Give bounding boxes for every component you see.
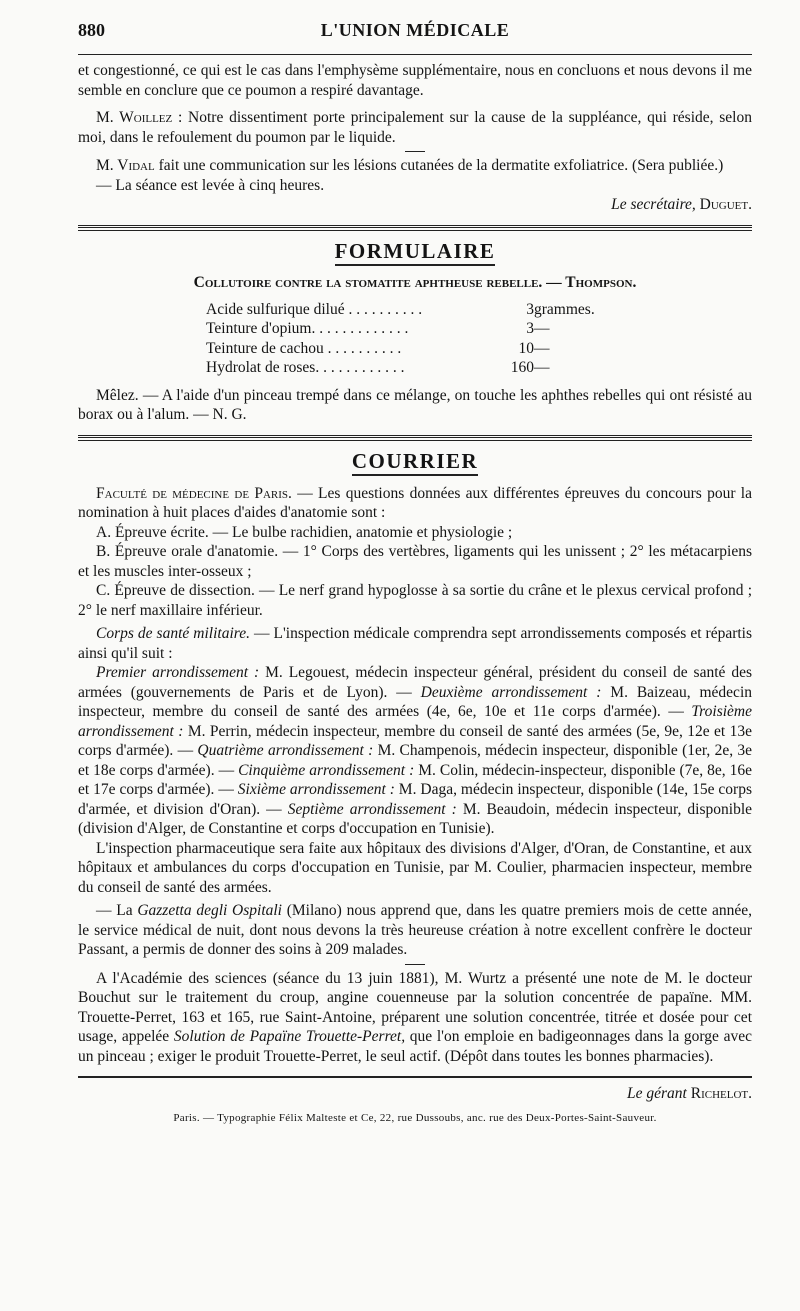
formulaire-heading: FORMULAIRE bbox=[78, 239, 752, 264]
session-paragraph-1: et congestionné, ce qui est le cas dans l'emphysème supplémentaire, nous en concluons et nous devons il me semble en conclure que ce poumon a respiré davantage. bbox=[78, 62, 752, 99]
session-closing: — La séance est levée à cinq heures. bbox=[96, 176, 325, 194]
recipe-row: Teinture d'opium. . . . . . . . . . . . . 3 — bbox=[206, 320, 550, 337]
session-paragraph-3 bbox=[78, 156, 752, 176]
faculte-head: Faculté de médecine de Paris. bbox=[96, 484, 292, 502]
signature-role: Le secrétaire, bbox=[611, 196, 696, 213]
printer-imprint: Paris. — Typographie Félix Malteste et Ce, 22, rue Dussoubs, anc. rue des Deux-Portes-Saint-Sauveur. bbox=[173, 1111, 657, 1124]
corps-sante-paragraph: Corps de santé militaire. — L'inspection médicale comprendra sept arrondissements composés et répartis ainsi qu'il suit : bbox=[78, 625, 753, 662]
signature-name: Duguet. bbox=[699, 196, 752, 213]
courrier-heading: COURRIER bbox=[78, 449, 752, 474]
pharmaceutique-paragraph: L'inspection pharmaceutique sera faite aux hôpitaux des divisions d'Alger, d'Oran, de Constantine, et aux hôpitaux et ambulances du corps d'occupation en Tunisie, par M. Coulier, pharmacien inspecteur, membre du conseil de santé des armées. bbox=[78, 839, 752, 896]
recipe-row: Acide sulfurique dilué . . . . . . . . . . 3 grammes. bbox=[206, 300, 595, 318]
footer-rule bbox=[78, 1076, 752, 1078]
epreuve-b: B. Épreuve orale d'anatomie. — 1° Corps des vertèbres, ligaments qui les unissent ; 2° les métacarpiens et les muscles inter-osseux ; bbox=[78, 543, 752, 580]
session-paragraph-2 bbox=[78, 108, 752, 147]
gerant-signature: Le gérant Richelot. bbox=[627, 1085, 752, 1102]
separator-dash bbox=[405, 964, 425, 965]
gazzetta-paragraph: — La Gazzetta degli Ospitali (Milano) nous apprend que, dans les quatre premiers mois de cette année, le service médical de nuit, dont nous devons la très heureuse création à notre excellent confrère le docteur Passant, a permis de donner des soins à 209 malades. bbox=[78, 902, 752, 958]
vidal-text: fait une communication sur les lésions cutanées de la dermatite exfoliatrice. (Sera publiée.) bbox=[154, 157, 724, 174]
recipe-row: Teinture de cachou . . . . . . . . . . 10 — bbox=[206, 339, 550, 357]
corps-head: Corps de santé militaire. bbox=[96, 625, 250, 642]
woillez-text: : Notre dissentiment porte principalement sur la cause de la suppléance, qui réside, selon moi, dans le refoulement du poumon par le liquide. bbox=[78, 109, 752, 146]
faculte-paragraph: Faculté de médecine de Paris. — Les questions données aux différentes épreuves du concours pour la nomination à huit places d'aides d'anatomie sont : bbox=[78, 484, 752, 521]
arrondissements-paragraph: Premier arrondissement : M. Legouest, médecin inspecteur général, président du conseil de santé des armées (gouvernements de Paris et de Lyon). — Deuxième arrondissement : M. Baizeau, médecin inspecteur, membre du conseil de santé des armées (4e, 6e, 10e et 11e corps d'armée). — Troisième arrondissement : M. Perrin, médecin inspecteur, membre du conseil de santé des armées (5e, 9e, 12e et 13e corps d'armée). — Quatrième arrondissement : M. Champenois, médecin inspecteur, disponible (1er, 2e, 3e et 18e corps d'armée). — Cinquième arrondissement : M. Colin, médecin-inspecteur, disponible (7e, 8e, 16e et 17e corps d'armée). — Sixième arrondissement : M. Daga, médecin inspecteur, disponible (14e, 15e corps d'armée, et division d'Oran). — Septième arrondissement : M. Beaudoin, médecin inspecteur, disponible (division d'Alger, de Constantine et corps d'occupation en Tunisie). bbox=[78, 664, 753, 837]
epreuve-a: A. Épreuve écrite. — Le bulbe rachidien, anatomie et physiologie ; bbox=[96, 523, 513, 541]
epreuve-c: C. Épreuve de dissection. — Le nerf grand hypoglosse à sa sortie du crâne et le plexus cervical profond ; 2° le nerf maxillaire inférieur. bbox=[78, 582, 752, 619]
recipe-table bbox=[206, 300, 614, 378]
speaker-woillez: M. Woillez bbox=[96, 109, 173, 126]
section-divider bbox=[78, 225, 752, 231]
papaine-advert: A l'Académie des sciences (séance du 13 juin 1881), M. Wurtz a présenté une note de M. le docteur Bouchut sur le traitement du croup, angine couenneuse par la solution concentrée de papaïne. MM. Trouette-Perret, 163 et 165, rue Saint-Antoine, préparent une solution concentrée, titrée et dosée pour cet usage, appelée Solution de Papaïne Trouette-Perret, que l'on emploie en badigeonnages dans la gorge avec un pinceau ; exiger le produit Trouette-Perret, le seul actif. (Dépôt dans toutes les bonnes pharmacies). bbox=[78, 969, 752, 1065]
product-name: Solution de Papaïne Trouette-Perret, bbox=[173, 1028, 406, 1045]
running-head bbox=[78, 18, 752, 50]
recipe-instructions: Mêlez. — A l'aide d'un pinceau trempé dans ce mélange, on touche les aphthes rebelles qui ont résisté au borax ou à l'alum. — N. G. bbox=[78, 386, 752, 423]
journal-title: L'UNION MÉDICALE bbox=[320, 20, 510, 40]
header-rule bbox=[78, 54, 752, 55]
separator-dash bbox=[405, 151, 425, 152]
recipe-title: Collutoire contre la stomatite aphtheuse rebelle. — Thompson. bbox=[193, 273, 637, 291]
recipe-row: Hydrolat de roses. . . . . . . . . . . . 160 — bbox=[206, 359, 550, 376]
secretary-signature bbox=[78, 195, 752, 215]
section-divider bbox=[78, 435, 752, 441]
speaker-vidal: M. Vidal bbox=[96, 157, 155, 174]
page-number: 880 bbox=[78, 20, 105, 40]
